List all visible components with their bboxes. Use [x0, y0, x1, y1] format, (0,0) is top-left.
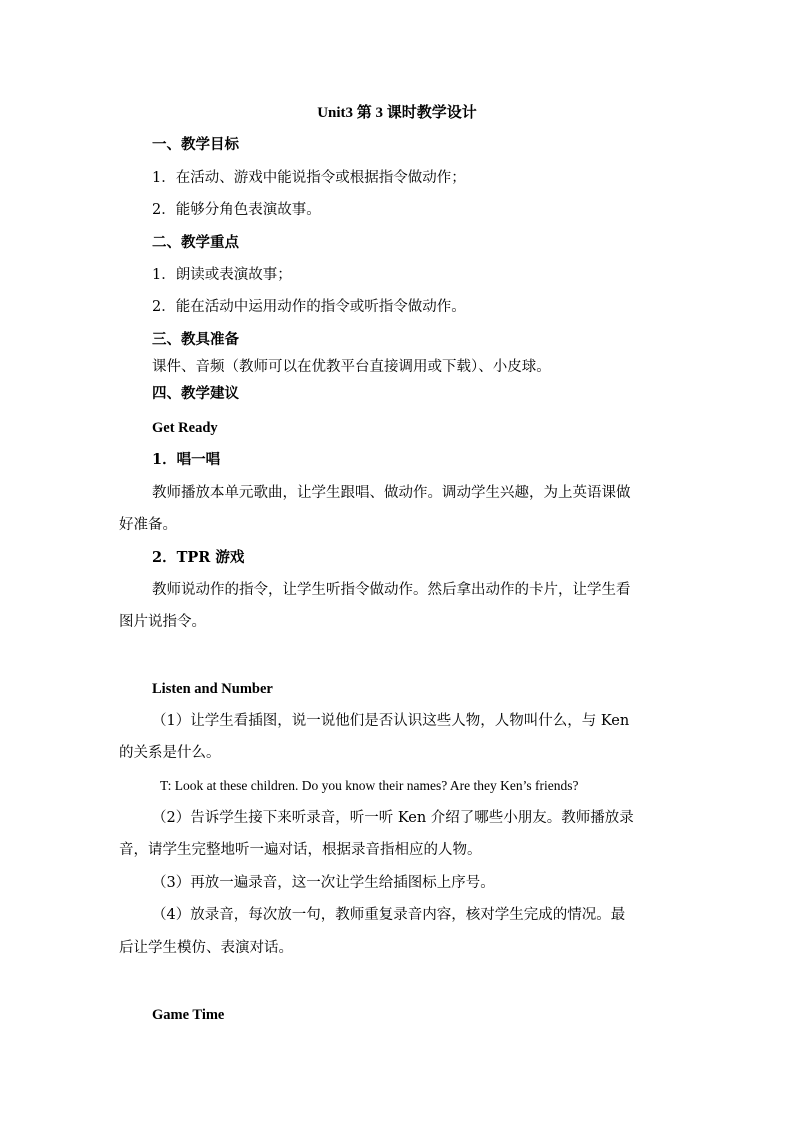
- listen-p2-line1: （2）告诉学生接下来听录音，听一听 Ken 介绍了哪些小朋友。教师播放录: [152, 810, 634, 826]
- listen-p2-line2: 音，请学生完整地听一遍对话，根据录音指相应的人物。: [119, 842, 482, 858]
- key-point-item-2: 2．能在活动中运用动作的指令或听指令做动作。: [152, 299, 466, 315]
- key-point-item-1: 1．朗读或表演故事；: [152, 267, 292, 283]
- step-sing-text-line1: 教师播放本单元歌曲，让学生跟唱、做动作。调动学生兴趣，为上英语课做: [152, 485, 631, 501]
- subheading-get-ready: Get Ready: [152, 420, 218, 436]
- section-heading-suggestions: 四、教学建议: [152, 385, 239, 402]
- objective-item-2: 2．能够分角色表演故事。: [152, 202, 321, 218]
- step-tpr-text-line2: 图片说指令。: [119, 614, 206, 630]
- step-sing-text-line2: 好准备。: [119, 517, 177, 533]
- document-title: Unit3 第 3 课时教学设计: [317, 105, 477, 121]
- subheading-listen-and-number: Listen and Number: [152, 681, 273, 697]
- subheading-game-time: Game Time: [152, 1007, 225, 1023]
- section-heading-materials: 三、教具准备: [152, 331, 239, 348]
- materials-text: 课件、音频（教师可以在优教平台直接调用或下载）、小皮球。: [152, 359, 551, 375]
- section-heading-key-points: 二、教学重点: [152, 234, 239, 251]
- listen-p1-line1: （1）让学生看插图，说一说他们是否认识这些人物，人物叫什么，与 Ken: [152, 713, 630, 729]
- step-heading-sing: 1．唱一唱: [152, 451, 221, 468]
- objective-item-1: 1．在活动、游戏中能说指令或根据指令做动作；: [152, 170, 466, 186]
- section-heading-objectives: 一、教学目标: [152, 136, 239, 153]
- step-tpr-text-line1: 教师说动作的指令，让学生听指令做动作。然后拿出动作的卡片，让学生看: [152, 582, 631, 598]
- listen-p3: （3）再放一遍录音，这一次让学生给插图标上序号。: [152, 875, 495, 891]
- step-heading-tpr: 2．TPR 游戏: [152, 549, 245, 566]
- listen-p4-line1: （4）放录音，每次放一句，教师重复录音内容，核对学生完成的情况。最: [152, 907, 626, 923]
- listen-dialogue: T: Look at these children. Do you know their names? Are they Ken’s friends?: [160, 778, 579, 793]
- listen-p1-line2: 的关系是什么。: [119, 745, 221, 761]
- listen-p4-line2: 后让学生模仿、表演对话。: [119, 940, 293, 956]
